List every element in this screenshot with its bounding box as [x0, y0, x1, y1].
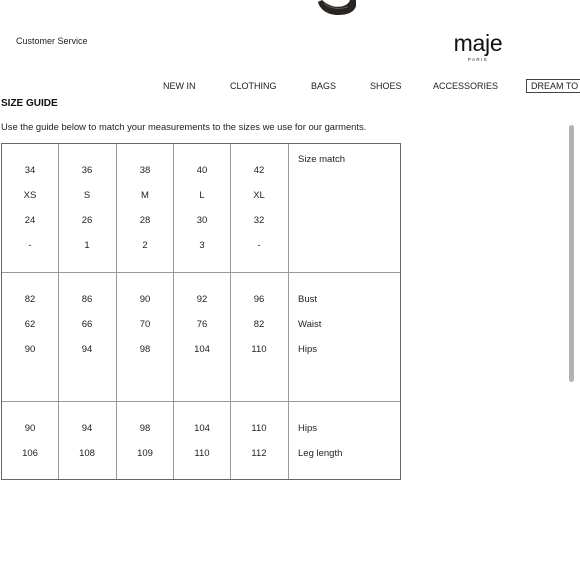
maje-logo[interactable] [448, 30, 508, 62]
size-guide-title: SIZE GUIDE [1, 98, 58, 109]
row-label-hips: Hips [298, 344, 318, 355]
table-cell: 112 [251, 448, 267, 459]
nav-item-clothing[interactable]: CLOTHING [230, 81, 277, 91]
nav-item-accessories[interactable]: ACCESSORIES [433, 81, 499, 91]
main-navigation [0, 81, 580, 95]
table-cell: 86 [81, 294, 93, 305]
row-label-hips: Hips [298, 423, 318, 434]
table-cell: 90 [24, 423, 36, 434]
nav-item-bags[interactable]: BAGS [311, 81, 337, 91]
table-cell: L [199, 190, 205, 201]
table-cell: 110 [251, 344, 267, 355]
table-cell: 90 [24, 344, 36, 355]
nav-item-dream-to[interactable]: DREAM TO [526, 79, 580, 93]
table-cell: 40 [196, 165, 208, 176]
table-cell: 38 [139, 165, 151, 176]
table-cell: - [28, 240, 32, 251]
table-cell: 92 [196, 294, 208, 305]
table-cell: 24 [24, 215, 36, 226]
table-cell: 66 [81, 319, 93, 330]
row-label-leg-length: Leg length [298, 448, 343, 459]
table-cell: S [83, 190, 91, 201]
table-cell: XS [23, 190, 37, 201]
section-divider [2, 401, 400, 402]
table-cell: - [257, 240, 261, 251]
logo-city: PARIS [467, 57, 489, 62]
table-cell: 1 [84, 240, 90, 251]
column-divider [288, 144, 289, 479]
table-cell: 76 [196, 319, 208, 330]
table-cell: M [141, 190, 149, 201]
table-cell: 110 [251, 423, 267, 434]
table-cell: 30 [196, 215, 208, 226]
table-cell: 98 [139, 423, 151, 434]
nav-item-new-in[interactable]: NEW IN [163, 81, 196, 91]
vertical-scrollbar[interactable] [569, 125, 574, 382]
table-cell: 96 [253, 294, 265, 305]
table-cell: 2 [142, 240, 148, 251]
table-cell: 82 [24, 294, 36, 305]
table-cell: XL [253, 190, 265, 201]
table-cell: 82 [253, 319, 265, 330]
table-cell: 110 [194, 448, 210, 459]
size-guide-table [1, 143, 401, 480]
table-cell: 98 [139, 344, 151, 355]
table-cell: 3 [199, 240, 205, 251]
row-label-bust: Bust [298, 294, 318, 305]
row-label-waist: Waist [298, 319, 322, 330]
size-match-label: Size match [298, 154, 345, 165]
table-cell: 62 [24, 319, 36, 330]
table-cell: 70 [139, 319, 151, 330]
table-cell: 104 [194, 423, 210, 434]
shoe-product-icon [316, 0, 358, 16]
logo-wordmark: maje [453, 30, 503, 56]
table-cell: 108 [79, 448, 95, 459]
customer-service-link[interactable]: Customer Service [16, 36, 88, 46]
table-cell: 28 [139, 215, 151, 226]
table-cell: 32 [253, 215, 265, 226]
table-cell: 34 [24, 165, 36, 176]
table-cell: 90 [139, 294, 151, 305]
table-cell: 94 [81, 423, 93, 434]
table-cell: 94 [81, 344, 93, 355]
nav-item-shoes[interactable]: SHOES [370, 81, 402, 91]
table-cell: 26 [81, 215, 93, 226]
section-divider [2, 272, 400, 273]
table-cell: 104 [194, 344, 210, 355]
table-cell: 106 [22, 448, 38, 459]
size-guide-intro: Use the guide below to match your measurements to the sizes we use for our garments. [1, 121, 367, 132]
table-cell: 36 [81, 165, 93, 176]
table-cell: 42 [253, 165, 265, 176]
table-cell: 109 [137, 448, 153, 459]
